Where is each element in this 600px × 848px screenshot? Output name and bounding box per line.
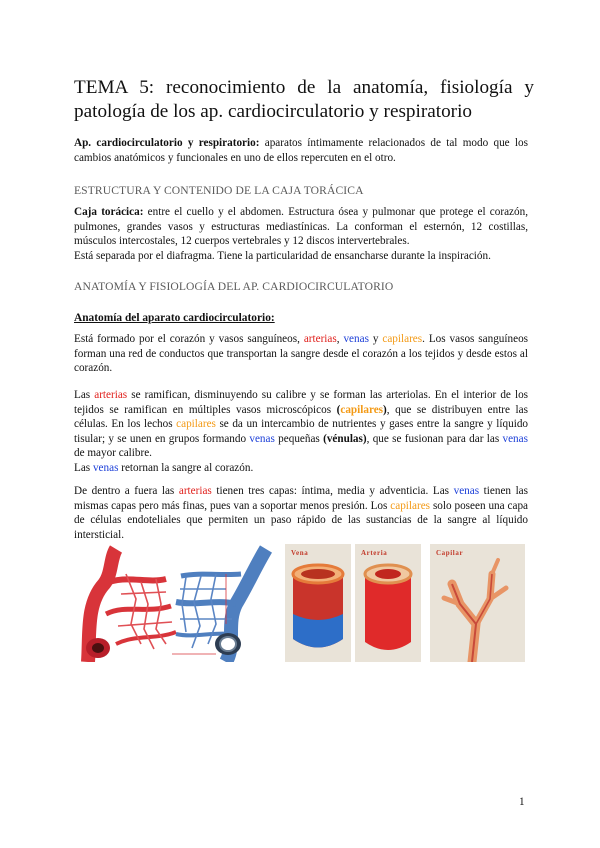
p1-text-a: Está formado por el corazón y vasos sanguíneos, bbox=[74, 333, 304, 345]
section-heading-anatomia: ANATOMÍA Y FISIOLOGÍA DEL AP. CARDIOCIRCULATORIO bbox=[74, 280, 394, 293]
intro-text: aparatos íntimamente relacionados de tal modo que los cambios anatómicos y funcionales en uno de ellos repercuten en el otro. bbox=[74, 137, 528, 164]
p2-text-e: pequeñas bbox=[274, 432, 324, 445]
intro-paragraph bbox=[74, 136, 528, 165]
p2-text-c: , que se distribuyen entre las células. En los lechos bbox=[74, 403, 528, 431]
p2-text-d: se da un intercambio de nutrientes y gases entre la sangre y líquido tisular; y se unen en grupos formando bbox=[74, 418, 529, 445]
paragraph-2 bbox=[74, 388, 528, 476]
term-arterias: arterias bbox=[178, 485, 212, 497]
p2-paren-open: ( bbox=[336, 403, 341, 416]
p1-comma: , bbox=[336, 333, 344, 345]
p4-text-a: De dentro a fuera las bbox=[74, 485, 179, 497]
p2-text-b: se ramifican, disminuyendo su calibre y se forman las arteriolas. En el interior de los tejidos se ramifican en múltiples vasos microscópicos bbox=[74, 389, 529, 416]
p1-text-b: . Los vasos sanguíneos forman una red de conductos que transportan la sangre desde el corazón a los tejidos y desde estos al corazón. bbox=[74, 333, 529, 375]
intro-term: Ap. cardiocirculatorio y respiratorio: bbox=[74, 137, 260, 149]
caja-text: entre el cuello y el abdomen. Estructura ósea y pulmonar que protege el corazón, pulmones, grandes vasos y estructuras mediastínicas. La conforman el esternón, 12 costillas, músculos intercostales, 12 cuerpos vertebrales y 12 discos intervertebrales. bbox=[74, 206, 528, 248]
term-capilares: capilares bbox=[390, 499, 431, 512]
page-title: TEMA 5: reconocimiento de la anatomía, fisiología y patología de los ap. cardiocirculatorio y respiratorio bbox=[74, 77, 534, 122]
term-arterias: arterias bbox=[94, 389, 128, 401]
p4-text-d: solo poseen una capa de células endoteliales que permiten un paso rápido de las sustancias de la sangre al líquido intersticial. bbox=[74, 499, 529, 541]
p2-text-f: , que se fusionan para dar las bbox=[366, 432, 503, 445]
capillary-network-figure bbox=[76, 544, 278, 662]
capilar-label: Capilar bbox=[436, 549, 464, 557]
p3-text-b: retornan la sangre al corazón. bbox=[118, 461, 254, 474]
paragraph-4 bbox=[74, 484, 528, 542]
caja-line2: Está separada por el diafragma. Tiene la particularidad de ensancharse durante la inspiración. bbox=[74, 249, 491, 262]
term-capilares: capilares bbox=[340, 403, 384, 416]
term-venulas: (vénulas) bbox=[323, 432, 367, 445]
p2-paren-close: ) bbox=[383, 403, 387, 416]
arteria-label: Arteria bbox=[361, 549, 388, 557]
caja-paragraph bbox=[74, 205, 528, 263]
term-venas: venas bbox=[453, 485, 480, 497]
term-venas: venas bbox=[502, 432, 528, 445]
section-heading-caja: ESTRUCTURA Y CONTENIDO DE LA CAJA TORÁCICA bbox=[74, 184, 364, 197]
paragraph-1 bbox=[74, 332, 528, 376]
p2-text-g: de mayor calibre. bbox=[74, 447, 152, 460]
p4-text-c: tienen las mismas capas pero más finas, pues van a soportar menos presión. Los bbox=[74, 485, 529, 512]
term-venas: venas bbox=[249, 432, 275, 445]
capilar-figure bbox=[430, 544, 525, 662]
p2-text-a: Las bbox=[74, 389, 95, 401]
p3-text-a: Las bbox=[74, 461, 93, 474]
subheading-anatomia: Anatomía del aparato cardiocirculatorio: bbox=[74, 312, 275, 324]
term-capilares: capilares bbox=[382, 333, 423, 345]
caja-term: Caja torácica: bbox=[74, 206, 144, 218]
vena-label: Vena bbox=[291, 549, 309, 557]
term-venas: venas bbox=[92, 461, 119, 474]
vena-figure bbox=[285, 544, 351, 662]
p1-y: y bbox=[368, 333, 383, 345]
term-arterias: arterias bbox=[303, 333, 337, 345]
term-capilares: capilares bbox=[176, 418, 216, 431]
p4-text-b: tienen tres capas: íntima, media y adventicia. Las bbox=[211, 485, 454, 497]
page-number: 1 bbox=[519, 796, 525, 808]
arteria-figure bbox=[355, 544, 421, 662]
term-venas: venas bbox=[343, 333, 369, 345]
